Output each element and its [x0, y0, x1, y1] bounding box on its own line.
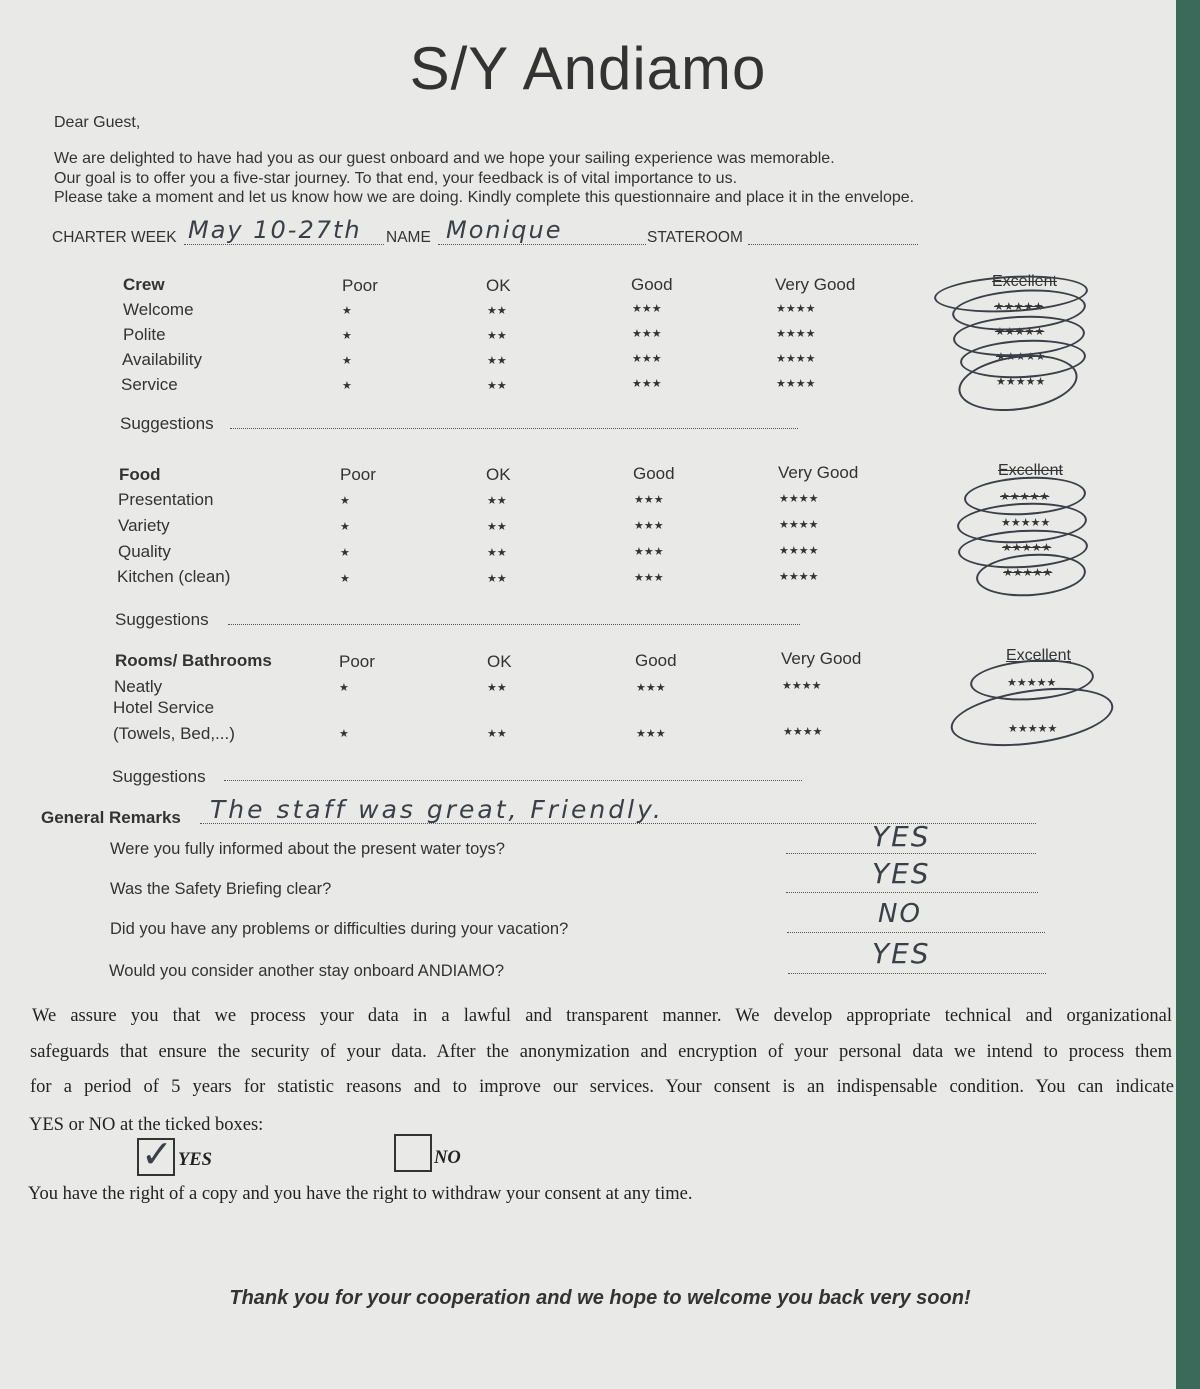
rooms-neatly-good[interactable]: ★★★	[636, 682, 666, 694]
food-row-kitchen: Kitchen (clean)	[117, 567, 231, 586]
crew-row-welcome: Welcome	[123, 300, 194, 319]
food-variety-good[interactable]: ★★★	[634, 520, 664, 532]
food-kitchen-poor[interactable]: ★	[340, 573, 350, 585]
food-presentation-good[interactable]: ★★★	[634, 494, 664, 506]
crew-welcome-excellent[interactable]: ★★★★★	[994, 301, 1044, 313]
stateroom-line[interactable]	[748, 244, 918, 245]
privacy-line-3: for a period of 5 years for statistic reasons and to improve our services. Your consent is an indispensable condition. You can indicate	[30, 1077, 1174, 1097]
crew-service-verygood[interactable]: ★★★★	[776, 378, 816, 390]
crew-col-ok: OK	[486, 276, 511, 295]
crew-polite-poor[interactable]: ★	[342, 330, 352, 342]
food-suggestions-label: Suggestions	[115, 610, 209, 629]
charter-week-line	[184, 244, 384, 245]
consent-no-label: NO	[434, 1148, 461, 1168]
food-kitchen-verygood[interactable]: ★★★★	[779, 571, 819, 583]
question-water-toys: Were you fully informed about the present water toys?	[110, 840, 505, 858]
greeting: Dear Guest,	[54, 114, 141, 131]
withdraw-note: You have the right of a copy and you have the right to withdraw your consent at any time.	[28, 1184, 693, 1204]
rooms-neatly-excellent[interactable]: ★★★★★	[1007, 677, 1057, 689]
crew-service-good[interactable]: ★★★	[632, 378, 662, 390]
food-variety-excellent[interactable]: ★★★★★	[1001, 517, 1051, 529]
rooms-row-towels-bed: (Towels, Bed,...)	[113, 724, 235, 743]
crew-col-poor: Poor	[342, 276, 378, 295]
rooms-hotel-poor[interactable]: ★	[339, 728, 349, 740]
food-presentation-ok[interactable]: ★★	[487, 495, 507, 507]
crew-service-ok[interactable]: ★★	[487, 380, 507, 392]
question-problems: Did you have any problems or difficulties during your vacation?	[110, 920, 569, 938]
food-row-quality: Quality	[118, 542, 171, 561]
food-presentation-excellent[interactable]: ★★★★★	[1000, 491, 1050, 503]
food-suggestions-line[interactable]	[228, 624, 800, 625]
food-kitchen-good[interactable]: ★★★	[634, 572, 664, 584]
answer-line-water-toys	[786, 853, 1036, 854]
general-remarks-value[interactable]: The staff was great, Friendly.	[210, 795, 664, 824]
intro-line-1: We are delighted to have had you as our guest onboard and we hope your sailing experience was memorable.	[54, 150, 835, 167]
intro-line-2: Our goal is to offer you a five-star journey. To that end, your feedback is of vital importance to us.	[54, 170, 738, 187]
answer-another-stay[interactable]: YES	[872, 937, 931, 970]
answer-water-toys[interactable]: YES	[872, 820, 931, 853]
name-value[interactable]: Monique	[446, 216, 563, 244]
rooms-suggestions-line[interactable]	[224, 780, 802, 781]
crew-suggestions-line[interactable]	[230, 428, 798, 429]
food-variety-poor[interactable]: ★	[340, 521, 350, 533]
food-quality-verygood[interactable]: ★★★★	[779, 545, 819, 557]
food-row-variety: Variety	[118, 516, 170, 535]
food-col-excellent: Excellent	[998, 462, 1063, 479]
crew-row-service: Service	[121, 375, 178, 394]
rooms-neatly-verygood[interactable]: ★★★★	[782, 680, 822, 692]
table-edge	[1176, 0, 1200, 1389]
food-quality-poor[interactable]: ★	[340, 547, 350, 559]
crew-col-excellent: Excellent	[992, 273, 1057, 290]
question-another-stay: Would you consider another stay onboard ANDIAMO?	[109, 962, 504, 980]
food-kitchen-excellent[interactable]: ★★★★★	[1003, 567, 1053, 579]
document-title: S/Y Andiamo	[409, 35, 767, 102]
crew-welcome-ok[interactable]: ★★	[487, 305, 507, 317]
crew-service-poor[interactable]: ★	[342, 380, 352, 392]
intro-line-3: Please take a moment and let us know how we are doing. Kindly complete this questionnaire and place it in the envelope.	[54, 189, 915, 206]
stateroom-label: STATEROOM	[647, 229, 743, 246]
name-label: NAME	[386, 229, 431, 246]
charter-week-value[interactable]: May 10-27th	[188, 216, 362, 244]
answer-safety-briefing[interactable]: YES	[872, 857, 931, 890]
check-mark-icon: ✓	[141, 1132, 175, 1176]
answer-line-safety-briefing	[786, 892, 1038, 893]
crew-welcome-verygood[interactable]: ★★★★	[776, 303, 816, 315]
food-variety-verygood[interactable]: ★★★★	[779, 519, 819, 531]
answer-problems[interactable]: NO	[878, 899, 922, 929]
rooms-col-ok: OK	[487, 652, 512, 671]
crew-polite-ok[interactable]: ★★	[487, 330, 507, 342]
consent-yes-label: YES	[178, 1150, 212, 1170]
food-quality-excellent[interactable]: ★★★★★	[1002, 542, 1052, 554]
food-presentation-poor[interactable]: ★	[340, 495, 350, 507]
crew-availability-poor[interactable]: ★	[342, 355, 352, 367]
food-heading: Food	[119, 465, 161, 484]
rooms-neatly-poor[interactable]: ★	[339, 682, 349, 694]
rooms-hotel-ok[interactable]: ★★	[487, 728, 507, 740]
rooms-row-neatly: Neatly	[114, 677, 163, 696]
rooms-row-hotel-service: Hotel Service	[113, 698, 215, 717]
crew-col-good: Good	[631, 275, 673, 294]
consent-yes-checkbox[interactable]	[137, 1132, 175, 1176]
food-col-good: Good	[633, 464, 675, 483]
food-variety-ok[interactable]: ★★	[487, 521, 507, 533]
food-col-poor: Poor	[340, 465, 376, 484]
crew-availability-ok[interactable]: ★★	[487, 355, 507, 367]
rooms-col-verygood: Very Good	[781, 649, 862, 668]
crew-row-availability: Availability	[122, 350, 203, 369]
food-presentation-verygood[interactable]: ★★★★	[779, 493, 819, 505]
consent-no-checkbox[interactable]	[394, 1134, 432, 1172]
privacy-line-2: safeguards that ensure the security of your data. After the anonymization and encryption of your personal data we intend to process them	[30, 1042, 1172, 1062]
answer-line-problems	[787, 932, 1045, 933]
crew-col-verygood: Very Good	[775, 275, 856, 294]
rooms-col-poor: Poor	[339, 652, 375, 671]
rooms-hotel-excellent[interactable]: ★★★★★	[1008, 723, 1058, 735]
crew-availability-excellent[interactable]: ★★★★★	[996, 351, 1046, 363]
food-quality-ok[interactable]: ★★	[487, 547, 507, 559]
crew-polite-excellent[interactable]: ★★★★★	[995, 326, 1045, 338]
crew-welcome-poor[interactable]: ★	[342, 305, 352, 317]
food-kitchen-ok[interactable]: ★★	[487, 573, 507, 585]
food-col-verygood: Very Good	[778, 463, 859, 482]
food-col-ok: OK	[486, 465, 511, 484]
crew-availability-good[interactable]: ★★★	[632, 353, 662, 365]
privacy-line-4: YES or NO at the ticked boxes:	[29, 1115, 264, 1135]
rooms-col-excellent: Excellent	[1006, 647, 1071, 664]
crew-row-polite: Polite	[123, 325, 166, 344]
thanks-footer: Thank you for your cooperation and we hope to welcome you back very soon!	[229, 1287, 971, 1309]
food-quality-good[interactable]: ★★★	[634, 546, 664, 558]
crew-heading: Crew	[123, 275, 165, 294]
general-remarks-label: General Remarks	[41, 808, 181, 827]
rooms-neatly-ok[interactable]: ★★	[487, 682, 507, 694]
crew-availability-verygood[interactable]: ★★★★	[776, 353, 816, 365]
crew-polite-good[interactable]: ★★★	[632, 328, 662, 340]
crew-service-excellent[interactable]: ★★★★★	[996, 376, 1046, 388]
food-row-presentation: Presentation	[118, 490, 214, 509]
crew-welcome-good[interactable]: ★★★	[632, 303, 662, 315]
crew-suggestions-label: Suggestions	[120, 414, 214, 433]
privacy-line-1: We assure you that we process your data in a lawful and transparent manner. We develop appropriate technical and organizational	[32, 1006, 1172, 1026]
question-safety-briefing: Was the Safety Briefing clear?	[110, 880, 332, 898]
name-line	[438, 244, 646, 245]
rooms-heading: Rooms/ Bathrooms	[115, 651, 272, 670]
rooms-hotel-good[interactable]: ★★★	[636, 728, 666, 740]
crew-polite-verygood[interactable]: ★★★★	[776, 328, 816, 340]
charter-week-label: CHARTER WEEK	[52, 229, 177, 246]
answer-line-another-stay	[788, 973, 1046, 974]
rooms-col-good: Good	[635, 651, 677, 670]
rooms-hotel-verygood[interactable]: ★★★★	[783, 726, 823, 738]
rooms-suggestions-label: Suggestions	[112, 767, 206, 786]
